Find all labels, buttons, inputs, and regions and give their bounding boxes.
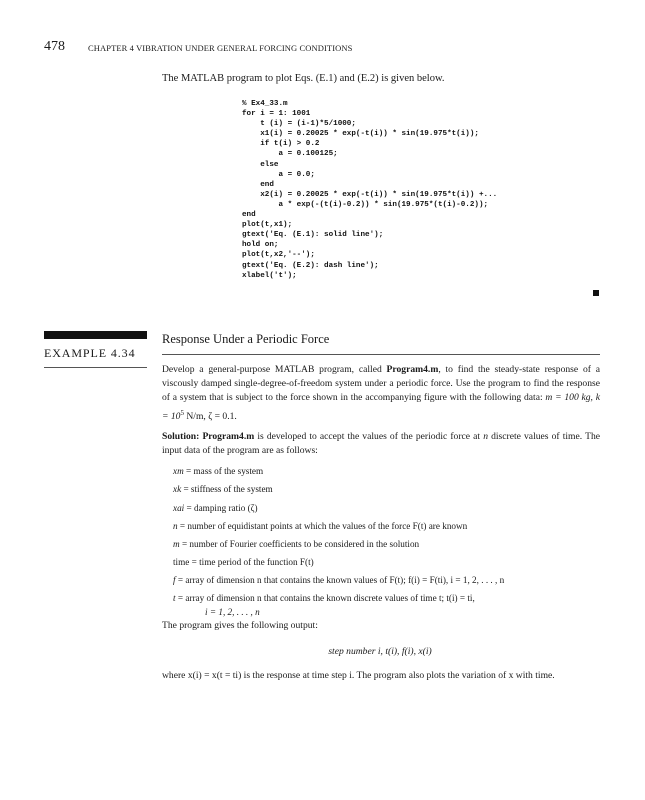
code-line: for i = 1: 1001 bbox=[242, 110, 311, 119]
code-line: hold on; bbox=[242, 241, 279, 250]
code-line: a = 0.100125; bbox=[242, 150, 338, 159]
code-line: a = 0.0; bbox=[242, 170, 315, 179]
code-line: a * exp(-(t(i)-0.2)) * sin(19.975*(t(i)-0.2)); bbox=[242, 200, 489, 209]
code-line: end bbox=[242, 180, 274, 189]
code-line: end bbox=[242, 211, 256, 220]
code-line: x1(i) = 0.20025 * exp(-t(i)) * sin(19.975*t(i)); bbox=[242, 130, 479, 139]
output-intro: The program gives the following output: bbox=[162, 620, 318, 631]
title-rule bbox=[162, 354, 600, 355]
code-line: x2(i) = 0.20025 * exp(-t(i)) * sin(19.975*t(i)) +... bbox=[242, 190, 498, 199]
code-line: plot(t,x2,'--'); bbox=[242, 251, 315, 260]
example-bar bbox=[44, 331, 147, 339]
definition-item: m = number of Fourier coefficients to be considered in the solution bbox=[173, 539, 420, 549]
code-line: t (i) = (i-1)*5/1000; bbox=[242, 120, 356, 129]
definition-item: xm = mass of the system bbox=[173, 466, 264, 476]
solution-paragraph: Solution: Program4.m is developed to accept the values of the periodic force at n discrete values of time. The input data of the program are as follows: bbox=[162, 431, 600, 457]
definition-item: time = time period of the function F(t) bbox=[173, 557, 314, 567]
definition-item: xk = stiffness of the system bbox=[173, 484, 273, 494]
intro-text: The MATLAB program to plot Eqs. (E.1) and (E.2) is given below. bbox=[162, 73, 445, 84]
example-title: Response Under a Periodic Force bbox=[162, 332, 330, 346]
end-of-example-marker bbox=[593, 290, 599, 296]
code-line: gtext('Eq. (E.1): solid line'); bbox=[242, 231, 384, 240]
code-line: else bbox=[242, 160, 279, 169]
definition-continuation: i = 1, 2, . . . , n bbox=[205, 607, 260, 617]
example-rule bbox=[44, 367, 147, 368]
definition-item: xai = damping ratio (ζ) bbox=[173, 503, 258, 513]
problem-statement: Develop a general-purpose MATLAB program, called Program4.m, to find the steady-state response of a viscously damped single-degree-of-freedom system under a periodic force. Use the program to find the response of a system that is subject to the force shown in the accompanying figure with the following data: m = 100 kg, $k = 10^5$ N/m, ζ = 0.1. bbox=[162, 364, 600, 422]
code-line: gtext('Eq. (E.2): dash line'); bbox=[242, 261, 379, 270]
code-line: plot(t,x1); bbox=[242, 221, 293, 230]
output-line: step number i, t(i), f(i), x(i) bbox=[328, 646, 432, 657]
code-line: % Ex4_33.m bbox=[242, 100, 288, 108]
code-line: if t(i) > 0.2 bbox=[242, 140, 320, 149]
running-header: CHAPTER 4 VIBRATION UNDER GENERAL FORCING CONDITIONS bbox=[88, 43, 353, 53]
closing-paragraph: where x(i) = x(t = ti) is the response at time step i. The program also plots the variation of x with time. bbox=[162, 670, 555, 681]
code-line: xlabel('t'); bbox=[242, 271, 297, 280]
matlab-code-block bbox=[242, 99, 497, 281]
example-label: EXAMPLE 4.34 bbox=[44, 346, 136, 360]
definition-item: f = array of dimension n that contains the known values of F(t); f(i) = F(ti), i = 1, 2, . . . , n bbox=[173, 575, 505, 585]
page-number: 478 bbox=[44, 39, 65, 54]
definition-item: t = array of dimension n that contains the known discrete values of time t; t(i) = ti, bbox=[173, 593, 475, 603]
definition-item: n = number of equidistant points at which the values of the force F(t) are known bbox=[173, 521, 468, 531]
